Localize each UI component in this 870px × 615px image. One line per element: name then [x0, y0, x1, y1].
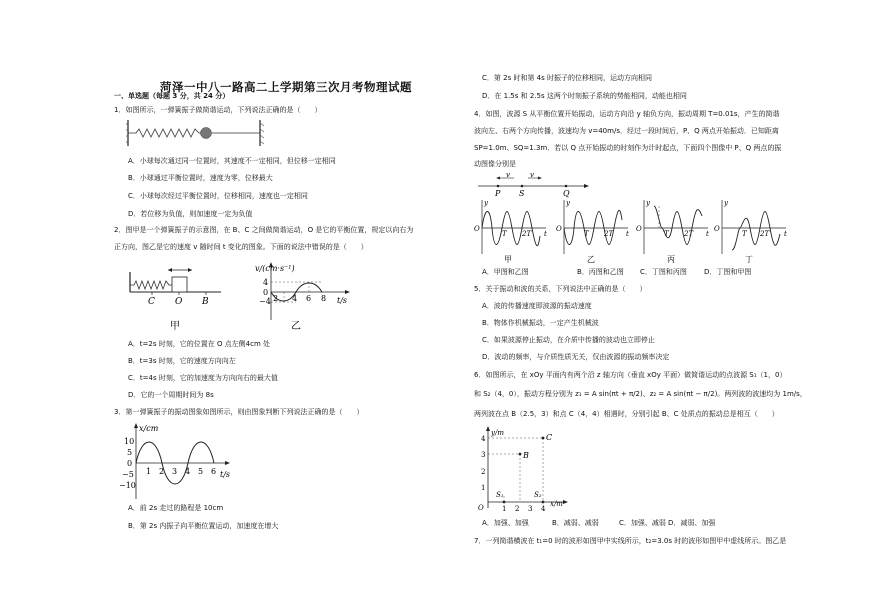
svg-text:O: O: [714, 225, 720, 233]
svg-text:丙: 丙: [667, 255, 675, 264]
q1-option-c: C．小球每次经过平衡位置时，位移相同，速度也一定相同: [128, 192, 308, 200]
q2-option-a: A．t=2s 时刻，它的位置在 O 点左侧4cm 处: [128, 340, 271, 348]
svg-text:t: t: [626, 230, 629, 238]
svg-text:甲: 甲: [504, 255, 512, 264]
label-o: O: [175, 297, 183, 307]
svg-text:B: B: [523, 451, 529, 460]
section-heading: 一、单选题（每题 3 分，共 24 分）: [114, 92, 230, 100]
q6-line3: 两列波在点 B（2.5，3）和点 C（4，4）相遇时，分别引起 B、C 处质点的振动总是相互（ ）: [474, 410, 779, 418]
svg-text:4: 4: [185, 467, 191, 476]
svg-text:5: 5: [127, 448, 133, 457]
q3-stem: 3．第一弹簧振子的振动图象如图所示，则由图象判断下列说法正确的是（ ）: [114, 408, 364, 416]
q4-option-a: A．甲图和乙图: [482, 268, 529, 276]
q2-option-c: C．t=4s 时刻，它的加速度为方向向右的最大值: [128, 374, 278, 382]
svg-text:y: y: [484, 199, 488, 207]
fig-yi-caption: 乙: [291, 321, 301, 332]
svg-text:2: 2: [273, 294, 279, 303]
q2-option-b: B．t=3s 时刻，它的速度方向向左: [128, 357, 236, 365]
svg-text:4: 4: [481, 435, 486, 443]
svg-text:t/s: t/s: [220, 470, 231, 479]
svg-text:S: S: [519, 189, 525, 198]
svg-text:T: T: [502, 230, 507, 238]
svg-text:2T: 2T: [522, 230, 532, 238]
q1-option-d: D．若位移为负值，则加速度一定为负值: [128, 210, 253, 218]
svg-text:T: T: [584, 230, 589, 238]
svg-text:x/m: x/m: [550, 500, 563, 508]
q4-line4: 动图像分别是: [474, 160, 516, 168]
svg-text:t: t: [784, 230, 787, 238]
svg-text:1: 1: [146, 467, 152, 476]
label-c: C: [148, 297, 155, 307]
q4-graph-ding: [714, 199, 787, 264]
fig-jia-caption: 甲: [170, 321, 180, 332]
q2-stem-line2: 正方向，图乙是它的速度 v 随时间 t 变化的图象。下面的说法中错误的是（ ）: [114, 243, 368, 251]
q4-graph-bing: [636, 199, 709, 264]
q4-line1: 4．如图，波源 S 从平衡位置开始振动，运动方向沿 y 轴负方向，振动周期 T=0.01s，产生的简谐: [474, 110, 780, 118]
svg-text:2T: 2T: [604, 230, 614, 238]
svg-text:C: C: [546, 433, 553, 442]
svg-text:O: O: [556, 225, 562, 233]
q5-option-c: C．如果波源停止振动，在介质中传播的波动也立即停止: [482, 336, 655, 344]
svg-text:2T: 2T: [684, 230, 694, 238]
q6-option-d: D．减弱、加强: [668, 519, 716, 527]
q5-stem: 5．关于振动和波的关系，下列说法中正确的是（ ）: [474, 285, 647, 293]
svg-text:2: 2: [515, 505, 520, 513]
q1-option-b: B．小球通过平衡位置时，速度为零，位移最大: [128, 174, 273, 182]
svg-text:乙: 乙: [587, 255, 595, 264]
svg-text:v: v: [506, 172, 510, 179]
q6-line2: 和 S₂（4，0），振动方程分别为 z₁ = A sin(πt + π/2)、z₂ = A sin(πt − π/2)。两列波的波速均为 1m/s，: [474, 390, 807, 398]
q4-option-c: C．丁图和丙图: [640, 268, 687, 276]
svg-text:O: O: [474, 225, 480, 233]
q6-option-b: B．减弱、减弱: [552, 519, 599, 527]
svg-text:T: T: [742, 230, 747, 238]
q6-option-c: C．加强、减弱: [619, 519, 666, 527]
svg-text:T: T: [664, 230, 669, 238]
q3-option-b: B．第 2s 内振子向平衡位置运动，加速度在增大: [128, 522, 279, 530]
svg-text:4: 4: [263, 278, 269, 287]
svg-text:y/m: y/m: [491, 429, 504, 437]
q1-option-a: A．小球每次通过同一位置时，其速度不一定相同，但位移一定相同: [128, 157, 336, 165]
svg-text:6: 6: [211, 467, 217, 476]
svg-text:y: y: [724, 199, 728, 207]
svg-text:4: 4: [292, 294, 298, 303]
svg-text:1: 1: [502, 505, 507, 513]
svg-text:10: 10: [124, 437, 135, 446]
q4-line3: SP=1.0m、SQ=1.3m．若以 Q 点开始振动的时刻作为计时起点，下面四个图像中 P、Q 两点的振: [474, 144, 782, 152]
q4-option-b: B．丙图和乙图: [577, 268, 624, 276]
q4-line2: 波向左、右两个方向传播，波速均为 v=40m/s．经过一段时间后，P、Q 两点开始振动．已知距离: [474, 127, 779, 135]
svg-text:5: 5: [198, 467, 204, 476]
svg-text:−10: −10: [119, 481, 136, 490]
q5-option-d: D．波动的频率，与介质性质无关，仅由波源的振动频率决定: [482, 353, 670, 361]
q3-option-d: D．在 1.5s 和 2.5s 这两个时刻振子系统的势能相同，动能也相同: [482, 92, 687, 100]
svg-text:4: 4: [541, 505, 546, 513]
svg-text:0: 0: [263, 288, 269, 297]
t-axis-label: t/s: [337, 296, 348, 305]
q4-graph-yi: [556, 199, 629, 264]
q2-option-d: D．它的一个周期时间为 8s: [128, 391, 214, 399]
svg-text:2: 2: [481, 468, 486, 476]
svg-text:3: 3: [172, 467, 178, 476]
q3-option-c: C．第 2s 时和第 4s 时振子的位移相同，运动方向相同: [482, 74, 652, 82]
label-b: B: [202, 297, 209, 307]
svg-text:2T: 2T: [760, 230, 770, 238]
v-axis-label: v/(cm·s⁻¹): [255, 264, 295, 273]
q5-option-b: B．物体作机械振动，一定产生机械波: [482, 319, 599, 327]
svg-text:3: 3: [528, 505, 533, 513]
svg-text:t: t: [706, 230, 709, 238]
svg-text:y: y: [646, 199, 650, 207]
svg-text:O: O: [636, 225, 642, 233]
svg-text:O: O: [478, 504, 484, 512]
q2-stem-line1: 2．图甲是一个弹簧振子的示意图，在 B、C 之间做简谐运动，O 是它的平衡位置，规定以向右为: [114, 226, 414, 234]
q6-coordinate-figure: [474, 424, 574, 514]
svg-text:P: P: [495, 189, 501, 198]
q1-stem: 1．如图所示，一弹簧振子做简谐运动，下列说法正确的是（ ）: [114, 106, 322, 114]
svg-text:1: 1: [481, 484, 486, 492]
svg-text:−5: −5: [122, 470, 134, 479]
svg-text:t: t: [544, 230, 547, 238]
exam-title: 菏泽一中八一路高二上学期第三次月考物理试题: [160, 80, 412, 94]
q4-vibration-graphs: [474, 196, 794, 266]
svg-text:−4: −4: [259, 297, 271, 306]
svg-text:S₂: S₂: [534, 491, 542, 499]
svg-text:S₁: S₁: [496, 491, 504, 499]
svg-text:0: 0: [127, 459, 133, 468]
q3-option-a: A．前 2s 走过的路程是 10cm: [128, 504, 224, 512]
svg-text:8: 8: [321, 294, 327, 303]
svg-text:2: 2: [159, 467, 165, 476]
q1-spring-figure: [126, 120, 266, 148]
svg-text:Q: Q: [563, 189, 570, 198]
q4-wave-line: [474, 172, 594, 198]
q6-line1: 6．如图所示，在 xOy 平面内有两个沿 z 轴方向（垂直 xOy 平面）做简谐运动的点波源 S₁（1，0）: [474, 371, 787, 379]
q6-option-a: A．加强、加强: [482, 519, 529, 527]
svg-text:丁: 丁: [745, 255, 753, 264]
q4-graph-jia: [474, 199, 547, 264]
svg-text:x/cm: x/cm: [139, 424, 159, 433]
svg-text:v: v: [530, 172, 534, 179]
q7-stem: 7．一列简谐横波在 t₁=0 时的波形如图甲中实线所示，t₂=3.0s 时的波形如图甲中虚线所示。图乙是: [474, 537, 787, 545]
svg-text:y: y: [566, 199, 570, 207]
svg-text:3: 3: [481, 451, 486, 459]
q4-option-d: D．丁图和甲图: [704, 268, 752, 276]
q5-option-a: A．波的传播速度即波源的振动速度: [482, 302, 592, 310]
q3-graph: [116, 421, 236, 505]
svg-text:6: 6: [306, 294, 312, 303]
q2-figures: [126, 258, 356, 334]
